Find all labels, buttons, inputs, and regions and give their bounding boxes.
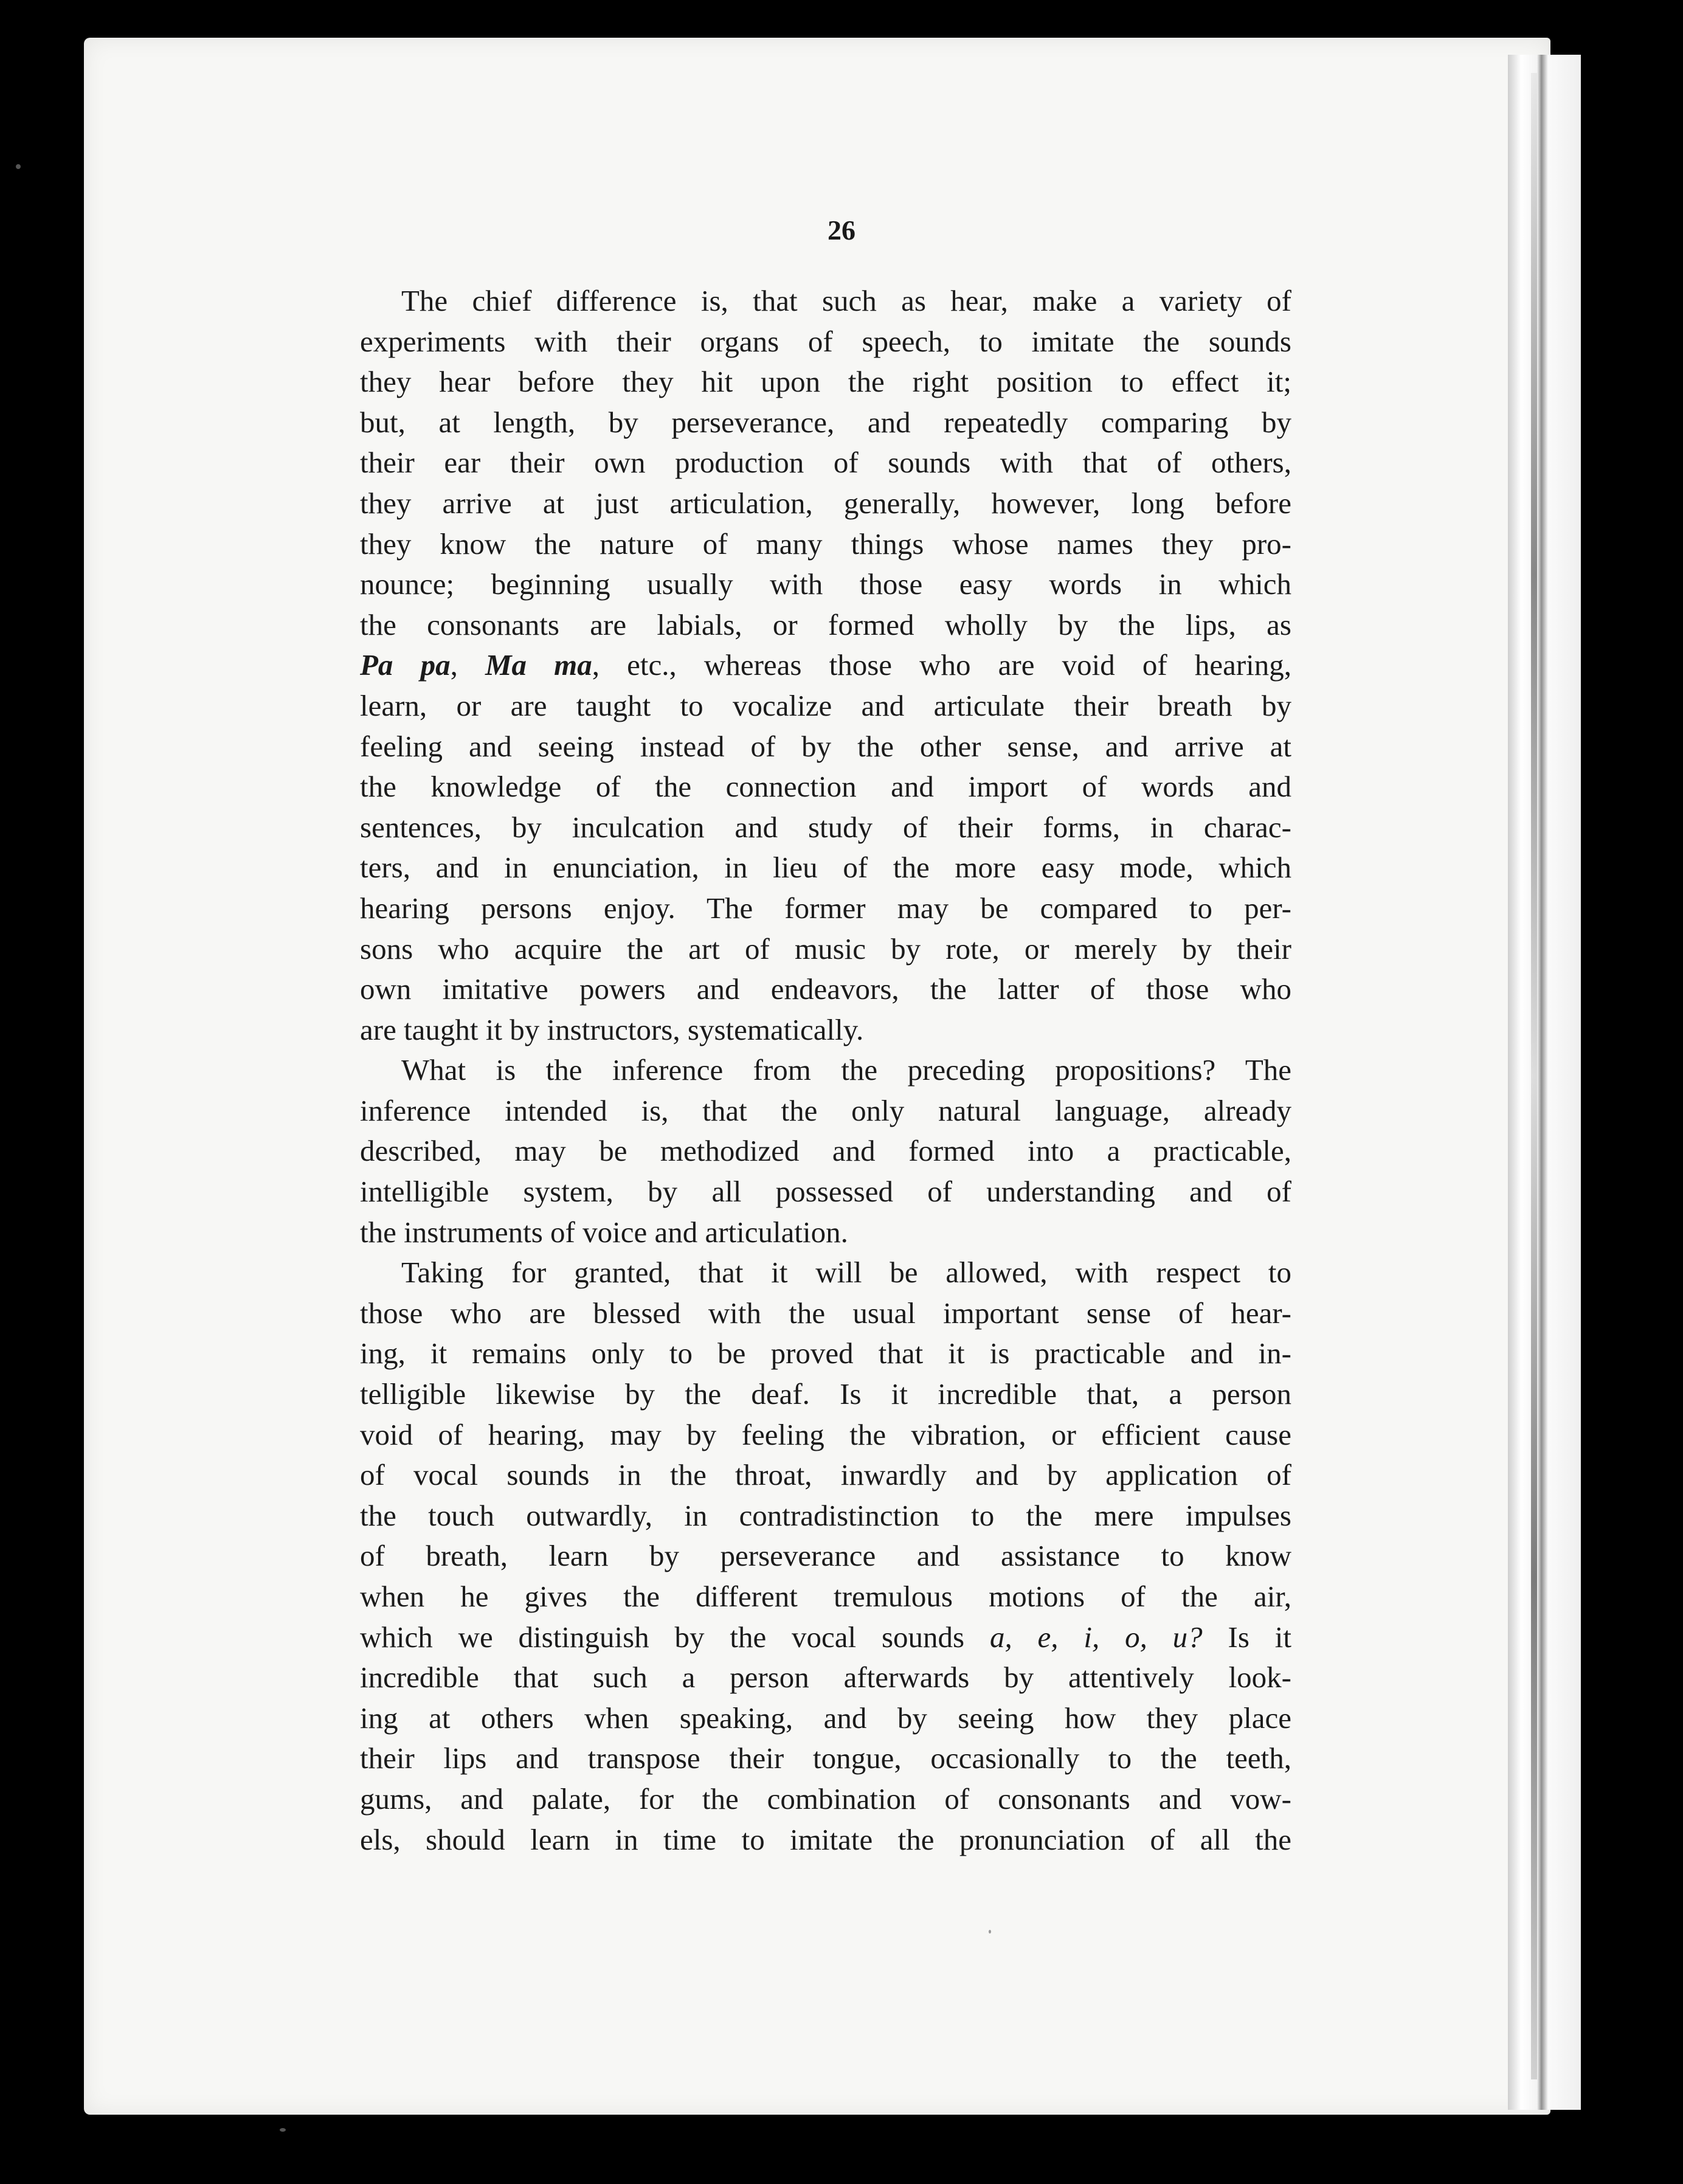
text-line: described, may be methodized and formed into a practicable, [360,1134,1291,1168]
text-line: learn, or are taught to vocalize and articulate their breath by [360,688,1291,722]
dust-speck [280,2128,286,2132]
text-fragment: Is it [1202,1620,1291,1654]
text-line: they arrive at just articulation, generally, however, long before [360,486,1291,520]
text-line: those who are blessed with the usual important sense of hear- [360,1296,1291,1330]
text-line: sentences, by inculcation and study of their forms, in charac- [360,810,1291,844]
text-line: ters, and in enunciation, in lieu of the more easy mode, which [360,851,1291,885]
text-line: inference intended is, that the only natural language, already [360,1093,1291,1127]
text-line: they hear before they hit upon the right position to effect it; [360,365,1291,399]
text-line: the touch outwardly, in contradistinction to the mere impulses [360,1498,1291,1532]
text-line: The chief difference is, that such as hear, make a variety of [401,284,1291,317]
text-line: their ear their own production of sounds with that of others, [360,446,1291,480]
page-edge [1508,55,1581,2110]
text-line-vowels [360,1617,1291,1658]
text-fragment: which we distinguish by the vocal sounds [360,1620,990,1654]
body-text [360,281,1291,1860]
italic-word: Ma ma [485,648,592,682]
text-line: void of hearing, may by feeling the vibration, or efficient cause [360,1417,1291,1451]
dust-speck [16,164,21,169]
text-line: els, should learn in time to imitate the pronunciation of all the [360,1822,1291,1856]
text-line: ing at others when speaking, and by seeing how they place [360,1701,1291,1735]
text-line: ing, it remains only to be proved that it is practicable and in- [360,1336,1291,1370]
page-number: 26 [828,215,855,246]
text-line: telligible likewise by the deaf. Is it incredible that, a person [360,1377,1291,1411]
text-line: feeling and seeing instead of by the other sense, and arrive at [360,729,1291,763]
text-line: gums, and palate, for the combination of consonants and vow- [360,1781,1291,1816]
text-line: the instruments of voice and articulation. [360,1215,848,1249]
dust-speck [989,1930,991,1933]
text-line: of vocal sounds in the throat, inwardly and by application of [360,1458,1291,1492]
text-line: they know the nature of many things whose names they pro- [360,527,1291,561]
text-line: hearing persons enjoy. The former may be compared to per- [360,891,1291,925]
text-line: are taught it by instructors, systematically. [360,1012,864,1046]
text-line: What is the inference from the preceding propositions? The [401,1053,1291,1087]
text-line: nounce; beginning usually with those easy words in which [360,567,1291,601]
text-line: sons who acquire the art of music by rote, or merely by their [360,931,1291,966]
text-line: when he gives the different tremulous motions of the air, [360,1580,1291,1613]
italic-word: Pa pa [360,648,451,682]
text-line: incredible that such a person afterwards by attentively look- [360,1660,1291,1695]
text-line: the knowledge of the connection and import of words and [360,770,1291,804]
binding-shadow [1531,73,1537,2079]
text-line: but, at length, by perseverance, and repeatedly comparing by [360,405,1291,439]
text-line-papa: Pa pa, Ma ma, etc., whereas those who are void of hearing, [360,648,1292,682]
text-line: intelligible system, by all possessed of understanding and of [360,1175,1291,1209]
text-fragment: , etc., whereas those who are void of hearing, [592,648,1292,682]
text-line: the consonants are labials, or formed wholly by the lips, as [360,607,1291,641]
text-line: their lips and transpose their tongue, occasionally to the teeth, [360,1741,1291,1775]
italic-vowels: a, e, i, o, u? [989,1620,1203,1654]
text-line: experiments with their organs of speech, to imitate the sounds [360,324,1291,358]
text-line: Taking for granted, that it will be allowed, with respect to [401,1256,1291,1290]
text-line: of breath, learn by perseverance and assistance to know [360,1539,1291,1573]
text-line: own imitative powers and endeavors, the latter of those who [360,972,1291,1006]
